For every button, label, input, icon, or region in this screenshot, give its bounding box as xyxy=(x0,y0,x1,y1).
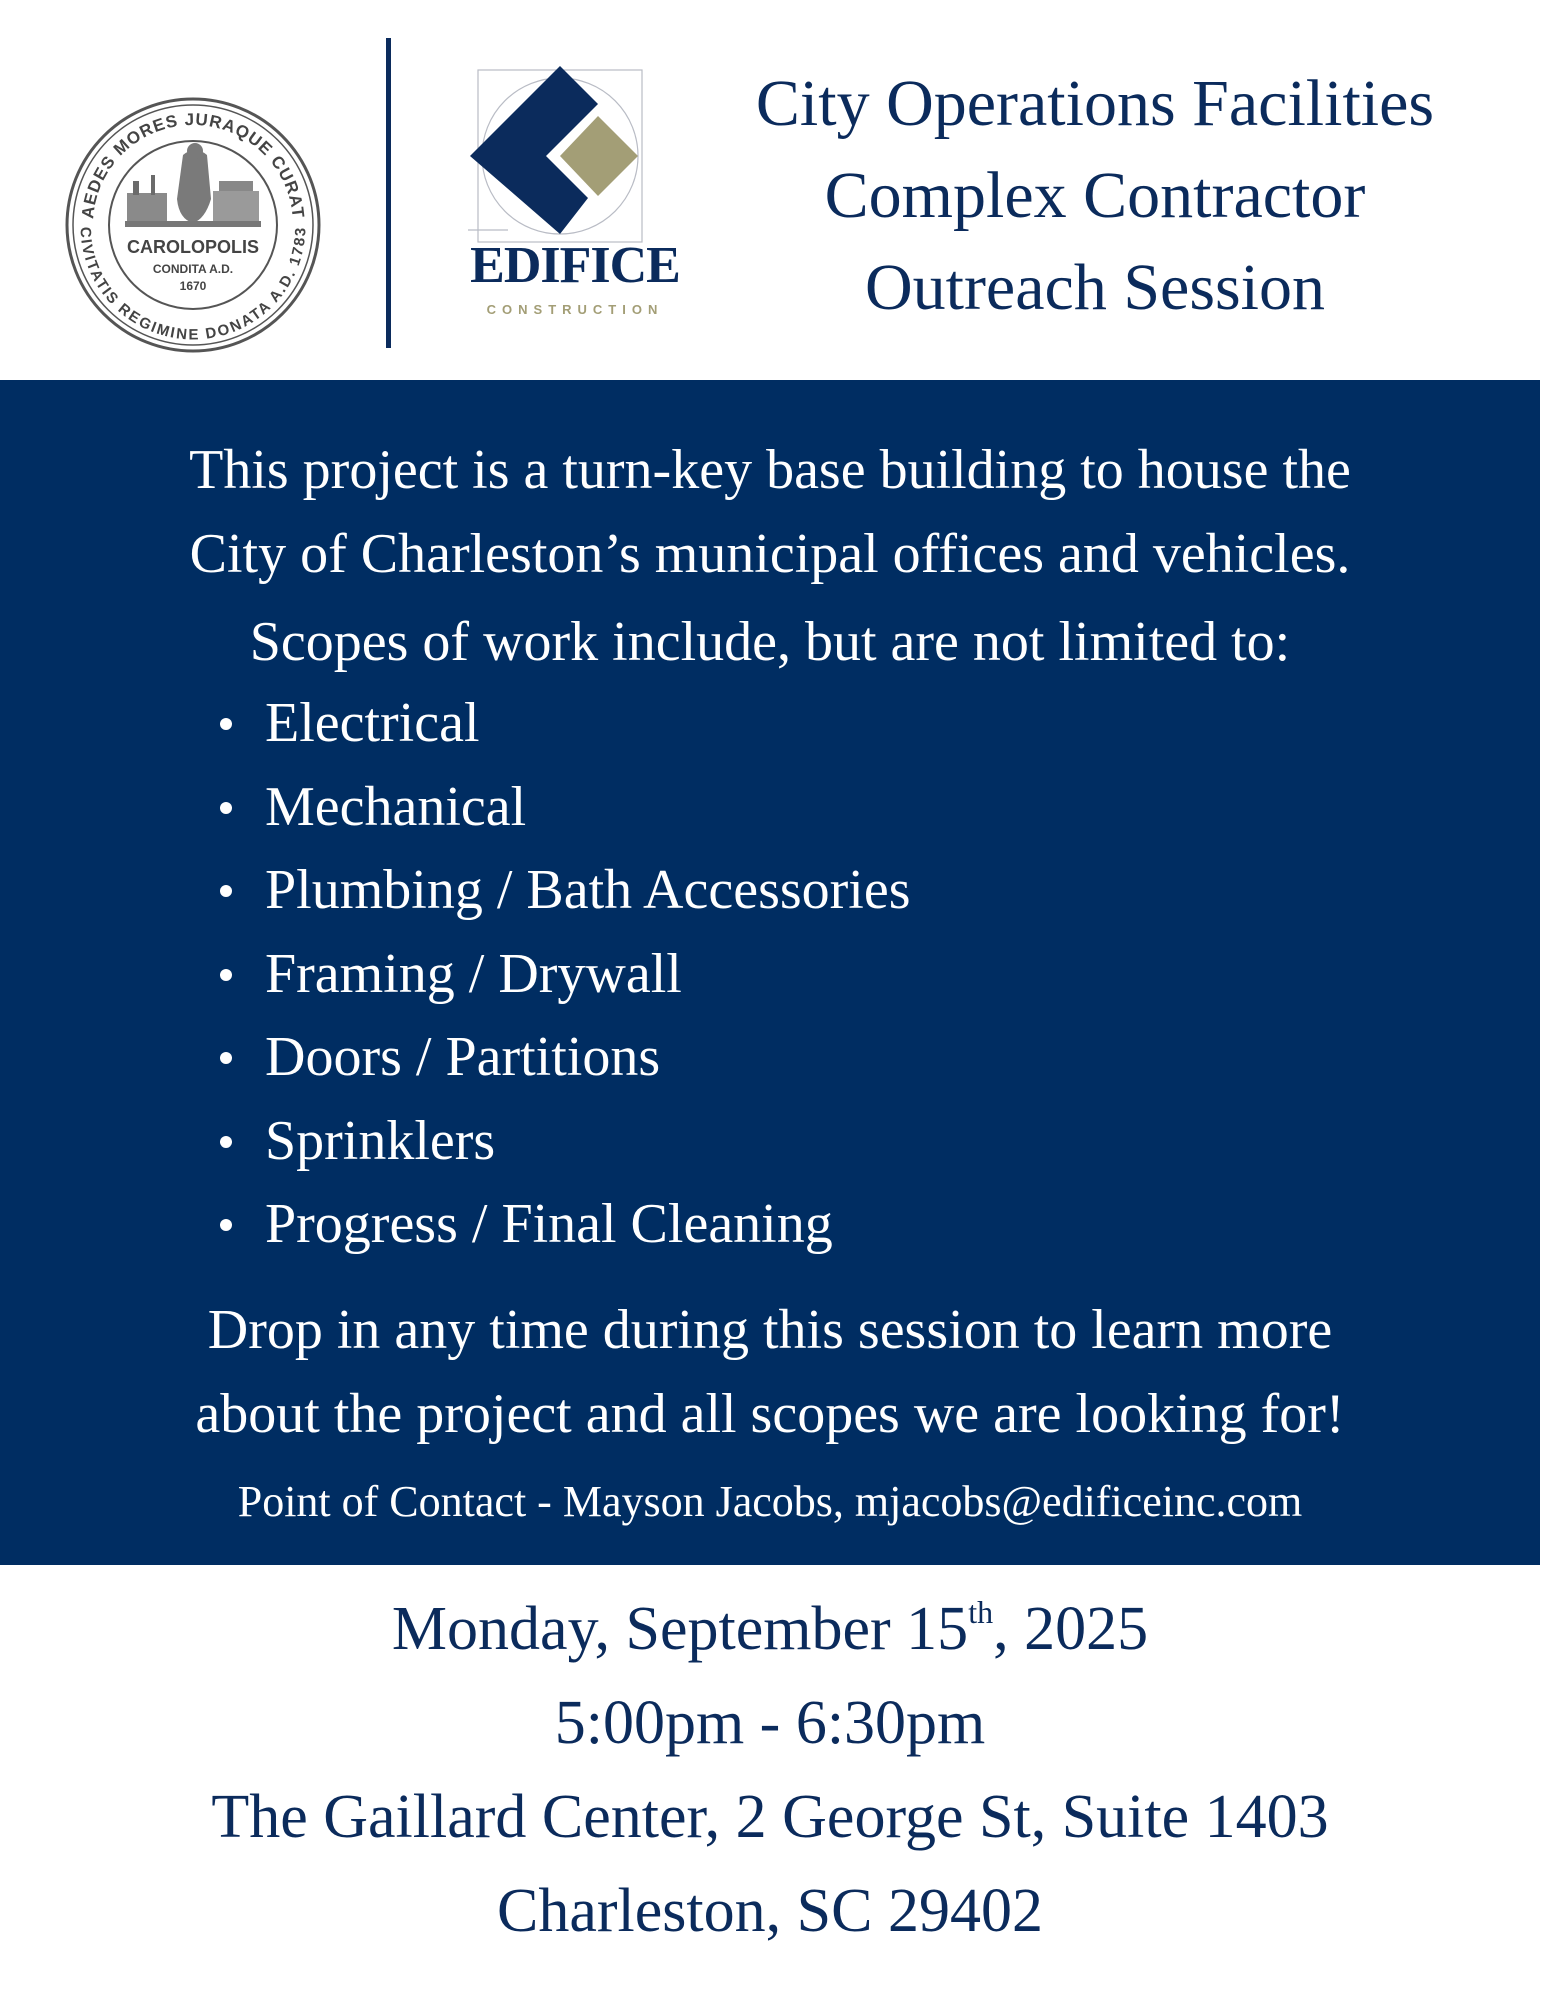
drop-in-line: Drop in any time during this session to learn more xyxy=(207,1299,1333,1361)
seal-ring-bottom-text: CIVITATIS REGIMINE DONATA A.D. 1783 xyxy=(76,226,310,344)
title-line: Complex Contractor xyxy=(824,159,1366,232)
point-of-contact: Point of Contact - Mayson Jacobs, mjacobs@edificeinc.com xyxy=(237,1477,1303,1526)
scope-label: Progress / Final Cleaning xyxy=(265,1193,833,1255)
scope-label: Plumbing / Bath Accessories xyxy=(265,859,911,921)
event-venue: The Gaillard Center, 2 George St, Suite 1403 xyxy=(211,1783,1329,1851)
event-city: Charleston, SC 29402 xyxy=(497,1877,1043,1945)
drop-in-line: about the project and all scopes we are looking for! xyxy=(195,1383,1345,1445)
seal-center-line2: CONDITA A.D. xyxy=(152,262,234,276)
edifice-logo-name: EDIFICE xyxy=(470,237,680,294)
city-seal-logo xyxy=(63,95,323,355)
drop-in-message xyxy=(0,1288,1540,1456)
event-date-ordinal: th xyxy=(968,1594,994,1630)
edifice-logo-subtitle: CONSTRUCTION xyxy=(486,302,664,317)
scope-label: Mechanical xyxy=(265,775,527,838)
bullet-icon xyxy=(220,885,232,897)
project-info-panel xyxy=(0,380,1540,1565)
scope-label: Doors / Partitions xyxy=(265,1026,661,1088)
bullet-icon xyxy=(220,1219,232,1231)
scope-label: Sprinklers xyxy=(265,1109,496,1172)
scope-label: Framing / Drywall xyxy=(265,942,682,1005)
scope-item xyxy=(215,1183,911,1267)
event-date-text: Monday, September 15 xyxy=(391,1595,969,1663)
seal-center-name: CAROLOPOLIS xyxy=(126,237,260,257)
seal-ring-top-text: AEDES MORES JURAQUE CURAT xyxy=(78,109,308,220)
scope-item xyxy=(215,933,911,1017)
event-date xyxy=(0,1582,1540,1676)
scope-item xyxy=(215,766,911,850)
bullet-icon xyxy=(220,718,232,730)
scope-item xyxy=(215,849,911,933)
bullet-icon xyxy=(220,1052,232,1064)
bullet-icon xyxy=(220,969,232,981)
event-date-year: , 2025 xyxy=(993,1595,1149,1663)
description-line: City of Charleston’s municipal offices and vehicles. xyxy=(189,523,1351,585)
title-line: City Operations Facilities xyxy=(755,67,1435,140)
page-title xyxy=(690,58,1500,334)
scopes-list xyxy=(215,682,911,1267)
edifice-logo-mark-icon xyxy=(468,58,668,258)
scope-label: Electrical xyxy=(265,692,480,754)
event-details xyxy=(0,1582,1540,1958)
description-line: This project is a turn-key base building to house the xyxy=(189,439,1351,501)
header xyxy=(0,0,1545,380)
header-divider xyxy=(386,38,391,348)
scope-item xyxy=(215,682,911,766)
title-line: Outreach Session xyxy=(864,251,1326,324)
bullet-icon xyxy=(220,802,232,814)
event-time: 5:00pm - 6:30pm xyxy=(554,1689,986,1757)
bullet-icon xyxy=(220,1136,232,1148)
scope-item xyxy=(215,1016,911,1100)
scope-item xyxy=(215,1100,911,1184)
scopes-heading: Scopes of work include, but are not limited to: xyxy=(249,611,1291,673)
project-description xyxy=(0,428,1540,596)
seal-center-year: 1670 xyxy=(179,279,207,293)
